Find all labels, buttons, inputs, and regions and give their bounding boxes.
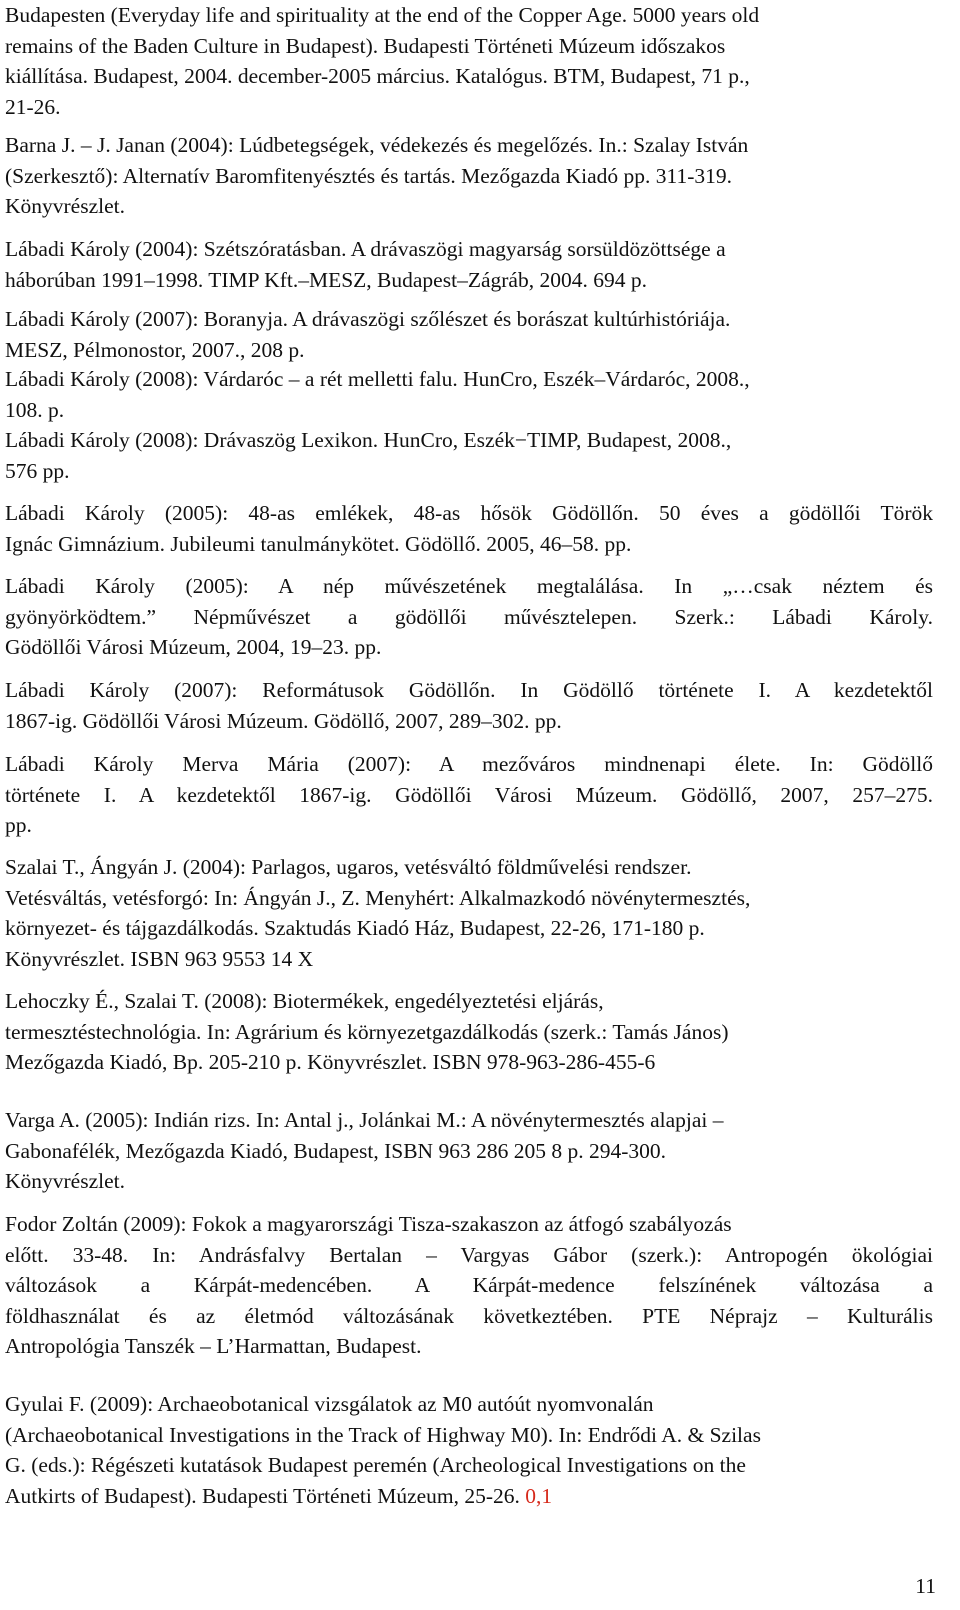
reference-line: Antropológia Tanszék – L’Harmattan, Budapest. (5, 1334, 422, 1358)
reference-entry (5, 130, 933, 222)
reference-line: 21-26. (5, 94, 61, 119)
reference-line: Lábadi Károly (2004): Szétszóratásban. A drávaszögi magyarság sorsüldözöttsége a (5, 237, 726, 261)
page-number: 11 (915, 1574, 936, 1598)
reference-line: Könyvrészlet. (5, 1169, 126, 1193)
reference-line: története I. A kezdetektől 1867-ig. Gödöllői Városi Múzeum. Gödöllő, 2007, 257–275. (5, 782, 933, 807)
reference-entry (5, 364, 933, 425)
reference-entry (5, 571, 933, 663)
reference-line: Könyvrészlet. ISBN 963 9553 14 X (5, 946, 314, 971)
reference-line: előtt. 33-48. In: Andrásfalvy Bertalan – Vargyas Gábor (szerk.): Antropogén ökológiai (5, 1242, 933, 1267)
reference-entry (5, 1389, 933, 1511)
reference-line: 1867-ig. Gödöllői Városi Múzeum. Gödöllő, 2007, 289–302. pp. (5, 708, 562, 733)
highlighted-annotation: 0,1 (525, 1483, 553, 1508)
reference-entry (5, 749, 933, 841)
reference-line: Lábadi Károly (2005): A nép művészetének megtalálása. In „…csak néztem és (5, 574, 933, 598)
reference-line: Barna J. – J. Janan (2004): Lúdbetegségek, védekezés és megelőzés. In.: Szalay István (5, 133, 749, 157)
reference-line: (Szerkesztő): Alternatív Baromfitenyésztés és tartás. Mezőgazda Kiadó pp. 311-319. (5, 163, 732, 188)
reference-line: Lábadi Károly (2007): Reformátusok Gödöllőn. In Gödöllő története I. A kezdetektől (5, 678, 933, 702)
reference-entry (5, 425, 933, 486)
reference-line: Budapesten (Everyday life and spirituality at the end of the Copper Age. 5000 years old (5, 3, 760, 27)
reference-entry (5, 1105, 933, 1197)
reference-line: 576 pp. (5, 458, 70, 483)
reference-line: földhasználat és az életmód változásának következtében. PTE Néprajz – Kulturális (5, 1303, 933, 1328)
reference-line: G. (eds.): Régészeti kutatások Budapest peremén (Archeological Investigations on the (5, 1453, 746, 1477)
reference-line: pp. (5, 813, 32, 837)
reference-line: Lábadi Károly (2005): 48-as emlékek, 48-as hősök Gödöllőn. 50 éves a gödöllői Török (5, 501, 933, 525)
reference-line: Lábadi Károly (2008): Várdaróc – a rét melletti falu. HunCro, Eszék–Várdaróc, 2008., (5, 367, 750, 391)
reference-line: 108. p. (5, 397, 65, 422)
reference-line (5, 1481, 933, 1512)
reference-line: változások a Kárpát-medencében. A Kárpát-medence felszínének változása a (5, 1273, 933, 1297)
reference-line: MESZ, Pélmonostor, 2007., 208 p. (5, 337, 305, 362)
reference-line: környezet- és tájgazdálkodás. Szaktudás Kiadó Ház, Budapest, 22-26, 171-180 p. (5, 916, 705, 940)
reference-entry (5, 675, 933, 736)
reference-line: gyönyörködtem.” Népművészet a gödöllői művésztelepen. Szerk.: Lábadi Károly. (5, 604, 933, 629)
reference-line: termesztéstechnológia. In: Agrárium és környezetgazdálkodás (szerk.: Tamás János) (5, 1019, 729, 1044)
reference-line: Varga A. (2005): Indián rizs. In: Antal j., Jolánkai M.: A növénytermesztés alapjai – (5, 1108, 724, 1132)
reference-line: Gödöllői Városi Múzeum, 2004, 19–23. pp. (5, 635, 382, 659)
reference-line: Gabonafélék, Mezőgazda Kiadó, Budapest, ISBN 963 286 205 8 p. 294-300. (5, 1138, 666, 1163)
reference-line: Lábadi Károly Merva Mária (2007): A mezőváros mindnenapi élete. In: Gödöllő (5, 752, 933, 776)
reference-entry (5, 498, 933, 559)
reference-entry (5, 986, 933, 1078)
reference-line: remains of the Baden Culture in Budapest). Budapesti Történeti Múzeum időszakos (5, 33, 726, 58)
reference-entry (5, 234, 933, 295)
reference-line: (Archaeobotanical Investigations in the Track of Highway M0). In: Endrődi A. & Szilas (5, 1422, 761, 1447)
reference-line: Könyvrészlet. (5, 194, 126, 218)
reference-line: Lábadi Károly (2008): Drávaszög Lexikon. HunCro, Eszék−TIMP, Budapest, 2008., (5, 428, 732, 452)
reference-line: Lábadi Károly (2007): Boranyja. A drávaszögi szőlészet és borászat kultúrhistóriája. (5, 307, 731, 331)
reference-line: Vetésváltás, vetésforgó: In: Ángyán J., Z. Menyhért: Alkalmazkodó növénytermesztés, (5, 885, 751, 910)
reference-line: Lehoczky É., Szalai T. (2008): Biotermékek, engedélyeztetési eljárás, (5, 989, 604, 1013)
reference-line: háborúban 1991–1998. TIMP Kft.–MESZ, Budapest–Zágráb, 2004. 694 p. (5, 267, 647, 292)
reference-entry (5, 1209, 933, 1362)
reference-text: Autkirts of Budapest). Budapesti Történeti Múzeum, 25-26. (5, 1483, 526, 1508)
reference-entry (5, 304, 933, 365)
reference-line: kiállítása. Budapest, 2004. december-2005 március. Katalógus. BTM, Budapest, 71 p., (5, 64, 750, 88)
reference-line: Fodor Zoltán (2009): Fokok a magyarországi Tisza-szakaszon az átfogó szabályozás (5, 1212, 732, 1236)
reference-line: Gyulai F. (2009): Archaeobotanical vizsgálatok az M0 autóút nyomvonalán (5, 1392, 654, 1416)
reference-line: Szalai T., Ángyán J. (2004): Parlagos, ugaros, vetésváltó földművelési rendszer. (5, 855, 692, 879)
document-page (5, 0, 933, 1610)
reference-entry (5, 0, 933, 122)
reference-entry (5, 852, 933, 974)
reference-line: Ignác Gimnázium. Jubileumi tanulmánykötet. Gödöllő. 2005, 46–58. pp. (5, 531, 632, 556)
reference-line: Mezőgazda Kiadó, Bp. 205-210 p. Könyvrészlet. ISBN 978-963-286-455-6 (5, 1050, 656, 1074)
